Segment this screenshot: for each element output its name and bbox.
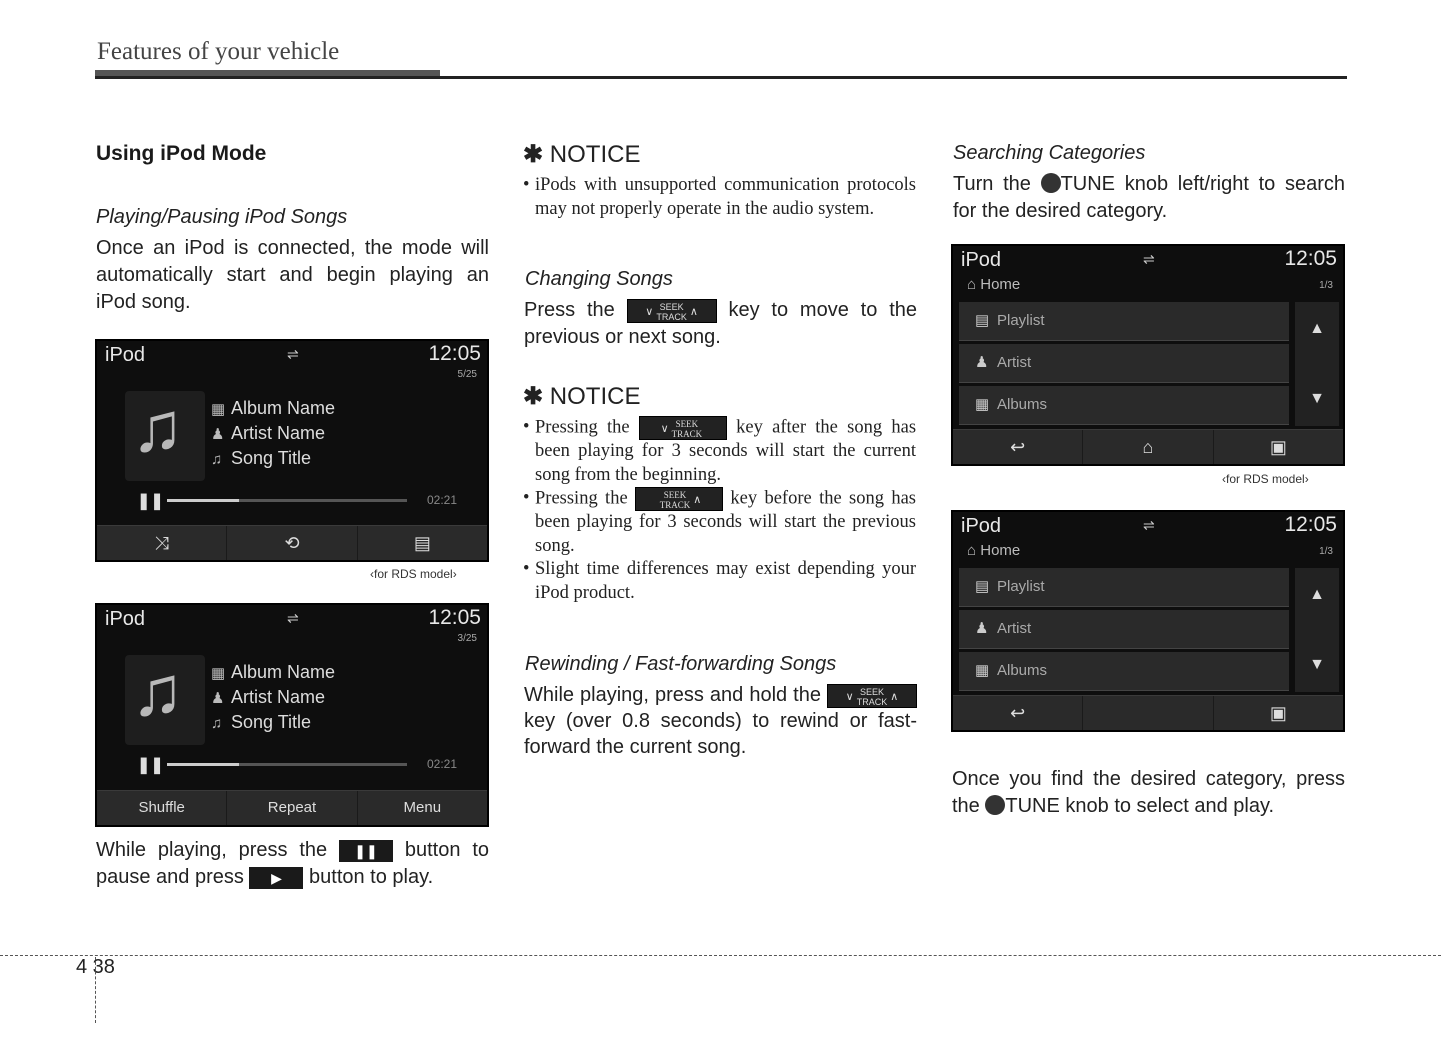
page-number: 4 38 <box>76 956 115 978</box>
folder-icon[interactable]: ▣ <box>1269 703 1287 723</box>
scroll-up-icon[interactable]: ▲ <box>1309 586 1325 603</box>
screen-title: iPod <box>961 249 1002 271</box>
repeat-icon[interactable]: ⟲ <box>227 526 357 560</box>
seek-track-key-icon: ∨ SEEK TRACK ∧ <box>827 684 917 708</box>
header-rule <box>95 76 1347 79</box>
playlist-icon: ▤ <box>975 578 990 595</box>
track-count: 3/25 <box>457 633 477 644</box>
ipod-menu-screen-non-rds <box>951 510 1345 732</box>
song-title: ♫ Song Title <box>211 712 312 732</box>
music-note-icon: ♫ <box>125 391 205 481</box>
empty-softkey[interactable] <box>1083 696 1213 730</box>
seek-track-key-icon: SEEK TRACK ∧ <box>635 487 723 511</box>
screen-softkeys <box>953 429 1343 464</box>
shuffle-icon[interactable]: ⤨ <box>97 526 227 560</box>
screen-title: iPod <box>105 344 146 366</box>
ipod-menu-screen-rds <box>951 244 1345 466</box>
footer-vertical-rule <box>95 957 96 1023</box>
seek-track-key-icon: ∨ SEEK TRACK ∧ <box>627 299 717 323</box>
category-artist[interactable]: ♟ Artist <box>959 344 1289 383</box>
pause-indicator-icon: ❚❚ <box>137 493 164 510</box>
usb-icon: ⇌ <box>1143 251 1155 267</box>
home-icon[interactable]: ⌂ <box>1083 430 1213 464</box>
tune-knob-icon <box>1041 173 1061 193</box>
notice-item: • Slight time differences may exist depending your iPod product. <box>523 558 916 605</box>
scroll-down-icon[interactable]: ▼ <box>1309 390 1325 407</box>
intro-paragraph: Once an iPod is connected, the mode will automatically start and begin playing an iPod song. <box>96 237 489 313</box>
notice-list-2 <box>523 416 916 605</box>
category-albums[interactable]: ▦ Albums <box>959 652 1289 691</box>
category-albums[interactable]: ▦ Albums <box>959 386 1289 425</box>
elapsed-time: 02:21 <box>426 757 457 771</box>
folder-icon: ⌂ <box>967 542 977 559</box>
progress-fill <box>167 499 239 502</box>
notice-item: • Pressing the SEEK TRACK ∧ key before the song has been playing for 3 seconds will start the previous song. <box>523 487 916 558</box>
artist-name: ♟ Artist Name <box>211 687 326 707</box>
album-icon: ▦ <box>211 665 226 682</box>
notice-item: • Pressing the ∨ SEEK TRACK key after the song has been playing for 3 seconds will start the current song from the beginning. <box>523 416 916 487</box>
elapsed-time: 02:21 <box>426 493 457 507</box>
scroll-up-icon[interactable]: ▲ <box>1309 320 1325 337</box>
screen-softkeys <box>953 695 1343 730</box>
album-name: ▦ Album Name <box>211 398 336 418</box>
search-paragraph: Turn the TUNE knob left/right to search for the desired category. <box>953 173 1345 222</box>
seek-track-key-icon: ∨ SEEK TRACK <box>639 416 727 440</box>
playlist-icon: ▤ <box>975 312 990 329</box>
folder-icon[interactable]: ▣ <box>1269 437 1287 457</box>
home-breadcrumb[interactable]: ⌂ Home <box>967 542 1021 559</box>
screen-title: iPod <box>961 515 1002 537</box>
notice-list-1 <box>523 174 916 221</box>
subtitle-changing-songs: Changing Songs <box>525 268 673 290</box>
music-note-icon: ♫ <box>125 655 205 745</box>
list-icon[interactable]: ▤ <box>413 533 431 553</box>
notice-star-icon: ✱ <box>523 383 544 410</box>
scroll-column <box>1295 302 1339 426</box>
caption-rds-model: ‹for RDS model› <box>370 567 457 581</box>
page-count: 1/3 <box>1319 546 1333 557</box>
subtitle-searching-categories: Searching Categories <box>953 142 1146 164</box>
screen-clock: 12:05 <box>1284 247 1337 270</box>
usb-icon: ⇌ <box>287 346 299 362</box>
artist-icon: ♟ <box>211 690 225 707</box>
screen-clock: 12:05 <box>1284 513 1337 536</box>
progress-fill <box>167 763 239 766</box>
subtitle-playing-pausing: Playing/Pausing iPod Songs <box>96 206 348 228</box>
scroll-column <box>1295 568 1339 692</box>
artist-icon: ♟ <box>975 354 989 371</box>
ipod-screen-rds <box>95 339 489 562</box>
tune-knob-icon <box>985 795 1005 815</box>
album-icon: ▦ <box>975 662 990 679</box>
caption-rds-model: ‹for RDS model› <box>1222 472 1309 486</box>
usb-icon: ⇌ <box>287 610 299 626</box>
page-count: 1/3 <box>1319 280 1333 291</box>
album-icon: ▦ <box>211 401 226 418</box>
screen-softkeys <box>97 525 487 560</box>
category-artist[interactable]: ♟ Artist <box>959 610 1289 649</box>
song-title: ♫ Song Title <box>211 448 312 468</box>
changing-songs-paragraph: Press the ∨ SEEK TRACK ∧ key to move to the previous or next song. <box>524 299 917 348</box>
ipod-screen-non-rds <box>95 603 489 827</box>
shuffle-button[interactable]: Shuffle <box>97 791 227 825</box>
screen-clock: 12:05 <box>428 606 481 629</box>
usb-icon: ⇌ <box>1143 517 1155 533</box>
album-icon: ▦ <box>975 396 990 413</box>
menu-button[interactable]: Menu <box>403 799 442 816</box>
screen-softkeys <box>97 790 487 825</box>
footer-dashed-rule <box>0 955 1441 956</box>
section-title: Using iPod Mode <box>96 142 267 165</box>
category-playlist[interactable]: ▤ Playlist <box>959 302 1289 341</box>
progress-bar <box>167 763 407 766</box>
pause-button-icon: ❚❚ <box>339 840 393 862</box>
notice-heading-1: ✱ NOTICE <box>523 141 641 168</box>
notice-star-icon: ✱ <box>523 141 544 168</box>
song-icon: ♫ <box>211 451 223 468</box>
repeat-button[interactable]: Repeat <box>227 791 357 825</box>
progress-bar <box>167 499 407 502</box>
rewind-paragraph: While playing, press and hold the ∨ SEEK TRACK ∧ key (over 0.8 seconds) to rewind or fast-forward the current song. <box>524 684 917 758</box>
page-header-title: Features of your vehicle <box>97 38 340 65</box>
back-icon[interactable]: ↩ <box>953 430 1083 464</box>
track-count: 5/25 <box>457 369 477 380</box>
home-breadcrumb[interactable]: ⌂ Home <box>967 276 1021 293</box>
artist-name: ♟ Artist Name <box>211 423 326 443</box>
category-playlist[interactable]: ▤ Playlist <box>959 568 1289 607</box>
screen-title: iPod <box>105 608 146 630</box>
album-name: ▦ Album Name <box>211 662 336 682</box>
screen-clock: 12:05 <box>428 342 481 365</box>
artist-icon: ♟ <box>211 426 225 443</box>
artist-icon: ♟ <box>975 620 989 637</box>
select-paragraph: Once you find the desired category, press the TUNE knob to select and play. <box>952 768 1345 817</box>
notice-item: • iPods with unsupported communication protocols may not properly operate in the audio system. <box>523 174 916 221</box>
pause-play-paragraph: While playing, press the ❚❚ button to pause and press ▶ button to play. <box>96 839 490 888</box>
folder-icon: ⌂ <box>967 276 977 293</box>
play-button-icon: ▶ <box>249 867 303 889</box>
scroll-down-icon[interactable]: ▼ <box>1309 656 1325 673</box>
pause-indicator-icon: ❚❚ <box>137 757 164 774</box>
notice-heading-2: ✱ NOTICE <box>523 383 641 410</box>
song-icon: ♫ <box>211 715 223 732</box>
back-icon[interactable]: ↩ <box>953 696 1083 730</box>
subtitle-rewind-ff: Rewinding / Fast-forwarding Songs <box>525 653 837 675</box>
